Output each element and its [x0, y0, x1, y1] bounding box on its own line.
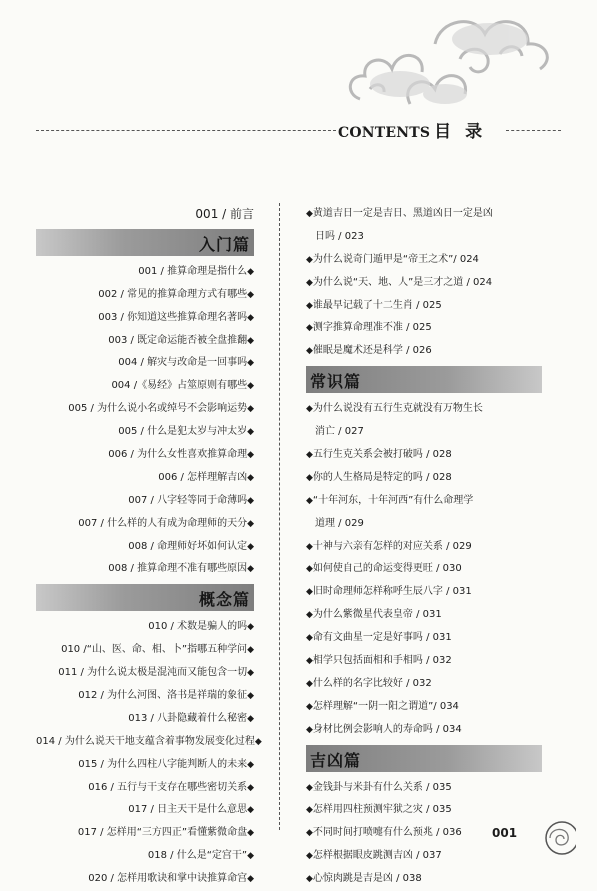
bullet-diamond-icon: ◆ — [247, 713, 254, 724]
toc-entry — [306, 340, 542, 363]
toc-entry — [36, 754, 254, 777]
toc-entry-text: 如何使自己的命运变得更旺 / 030 — [312, 563, 462, 575]
toc-entry — [306, 295, 542, 318]
column-divider — [279, 203, 280, 830]
bullet-diamond-icon: ◆ — [306, 828, 313, 839]
toc-entry — [36, 845, 254, 868]
toc-entry-text: 007 / 八字轻等同于命薄吗 — [128, 494, 248, 506]
toc-entry-text: 你的人生格局是特定的吗 / 028 — [312, 471, 452, 483]
bullet-diamond-icon: ◆ — [247, 381, 254, 392]
contents-header — [36, 117, 561, 143]
section-bar — [36, 584, 254, 611]
toc-entry — [36, 513, 254, 536]
toc-entry-text: 为什么说“天、地、人”是三才之道 / 024 — [312, 276, 493, 288]
toc-entry-text: 为什么说奇门遁甲是“帝王之术”/ 024 — [312, 253, 479, 265]
toc-entry-text: 017 / 日主天干是什么意思 — [128, 804, 248, 816]
bullet-diamond-icon: ◆ — [247, 645, 254, 656]
toc-entry-text: 金钱卦与米卦有什么关系 / 035 — [312, 781, 452, 793]
toc-entry-text: 013 / 八卦隐藏着什么秘密 — [128, 712, 248, 724]
toc-entry — [306, 558, 542, 581]
bullet-diamond-icon: ◆ — [306, 254, 313, 265]
toc-entry-text: 催眠是魔术还是科学 / 026 — [312, 345, 432, 357]
toc-entry — [306, 845, 542, 868]
bullet-diamond-icon: ◆ — [247, 851, 254, 862]
bullet-diamond-icon: ◆ — [306, 472, 313, 483]
bullet-diamond-icon: ◆ — [247, 518, 254, 529]
toc-right-column — [306, 203, 542, 891]
bullet-diamond-icon: ◆ — [247, 541, 254, 552]
toc-entry — [306, 421, 542, 444]
toc-entry — [36, 616, 254, 639]
toc-entry — [36, 558, 254, 581]
toc-entry — [306, 627, 542, 650]
toc-entry-text: 为什么说没有五行生克就没有万物生长 — [312, 403, 483, 415]
header-dashed-line-left — [36, 130, 336, 131]
bullet-diamond-icon: ◆ — [306, 805, 313, 816]
section-title: 概念篇 — [198, 590, 250, 610]
toc-entry-text: 旧时命理师怎样称呼生辰八字 / 031 — [312, 586, 472, 598]
bullet-diamond-icon: ◆ — [306, 323, 313, 334]
page-number: 001 — [492, 826, 518, 840]
toc-entry — [36, 822, 254, 845]
toc-entry-text: 012 / 为什么河图、洛书是祥瑞的象征 — [78, 690, 248, 702]
toc-entry — [306, 467, 542, 490]
bullet-diamond-icon: ◆ — [247, 289, 254, 300]
bullet-diamond-icon: ◆ — [247, 691, 254, 702]
toc-entry-text: 为什么紫微星代表皇帝 / 031 — [312, 609, 442, 621]
bullet-diamond-icon: ◆ — [247, 404, 254, 415]
toc-entry-text: 黄道吉日一定是吉日、黑道凶日一定是凶 — [312, 208, 493, 219]
toc-entry — [36, 352, 254, 375]
bullet-diamond-icon: ◆ — [306, 346, 313, 357]
toc-entry — [306, 536, 542, 559]
section-bar — [36, 229, 254, 256]
bullet-diamond-icon: ◆ — [247, 450, 254, 461]
toc-entry-text: “十年河东，十年河西”有什么命理学 — [312, 494, 474, 506]
toc-entry-text: 010 / 术数是骗人的吗 — [148, 621, 248, 633]
toc-entry-text: 什么样的名字比较好 / 032 — [312, 677, 432, 689]
toc-entry — [306, 777, 542, 800]
toc-entry-text: 身材比例会影响人的寿命吗 / 034 — [312, 723, 462, 735]
toc-entry-text: 002 / 常见的推算命理方式有哪些 — [98, 288, 248, 300]
bullet-diamond-icon: ◆ — [247, 782, 254, 793]
toc-entry — [306, 604, 542, 627]
bullet-diamond-icon: ◆ — [247, 759, 254, 770]
toc-entry-text: 015 / 为什么四柱八字能判断人的未来 — [78, 758, 248, 770]
toc-entry — [306, 799, 542, 822]
bullet-diamond-icon: ◆ — [306, 277, 313, 288]
bullet-diamond-icon: ◆ — [247, 358, 254, 369]
toc-entry-text: 消亡 / 027 — [315, 426, 364, 438]
toc-entry — [306, 719, 542, 742]
toc-entry-text: 十神与六亲有怎样的对应关系 / 029 — [312, 540, 472, 552]
bullet-diamond-icon: ◆ — [306, 541, 313, 552]
bullet-diamond-icon: ◆ — [247, 668, 254, 679]
bullet-diamond-icon: ◆ — [306, 300, 313, 311]
contents-title-en: CONTENTS — [338, 125, 431, 141]
bullet-diamond-icon: ◆ — [306, 782, 313, 793]
toc-entry — [36, 639, 254, 662]
toc-entry — [36, 398, 254, 421]
bullet-diamond-icon: ◆ — [306, 495, 313, 506]
toc-entry — [36, 307, 254, 330]
toc-entry-text: 命有文曲星一定是好事吗 / 031 — [312, 632, 452, 644]
toc-entry — [306, 673, 542, 696]
bullet-diamond-icon: ◆ — [247, 874, 254, 885]
toc-entry — [306, 203, 542, 226]
toc-entry-text: 011 / 为什么说太极是混沌而又能包含一切 — [58, 667, 248, 679]
bullet-diamond-icon: ◆ — [247, 312, 254, 323]
bullet-diamond-icon: ◆ — [247, 427, 254, 438]
toc-entry-text: 怎样理解“一阴一阳之谓道”/ 034 — [312, 700, 459, 712]
toc-left-column — [36, 203, 262, 891]
bullet-diamond-icon: ◆ — [247, 622, 254, 633]
bullet-diamond-icon: ◆ — [306, 564, 313, 575]
toc-entry-text: 道理 / 029 — [315, 517, 364, 529]
toc-entry-text: 003 / 既定命运能否被全盘推翻 — [108, 334, 248, 346]
toc-entry-text: 005 / 什么是犯太岁与冲太岁 — [118, 426, 248, 438]
toc-entry — [306, 249, 542, 272]
contents-title-cn: 目录 — [434, 122, 497, 142]
bullet-diamond-icon: ◆ — [306, 851, 313, 862]
toc-entry — [36, 685, 254, 708]
toc-entry — [36, 799, 254, 822]
toc-entry-text: 004 / 解灾与改命是一回事吗 — [118, 357, 248, 369]
toc-entry-text: 测字推算命理准不准 / 025 — [312, 322, 432, 334]
section-bar — [306, 745, 542, 772]
toc-entry — [36, 421, 254, 444]
toc-entry-text: 007 / 什么样的人有成为命理师的天分 — [78, 517, 248, 529]
bullet-diamond-icon: ◆ — [306, 656, 313, 667]
toc-entry-text: 不同时间打喷嚏有什么预兆 / 036 — [312, 827, 462, 839]
toc-entry-text: 怎样用四柱预测牢狱之灾 / 035 — [312, 804, 452, 816]
toc-entry — [306, 490, 542, 513]
section-title: 入门篇 — [198, 234, 250, 254]
bullet-diamond-icon: ◆ — [247, 472, 254, 483]
bullet-diamond-icon: ◆ — [306, 587, 313, 598]
toc-entry — [36, 662, 254, 685]
toc-entry — [306, 581, 542, 604]
toc-entry — [36, 330, 254, 353]
bullet-diamond-icon: ◆ — [306, 450, 313, 461]
bullet-diamond-icon: ◆ — [247, 495, 254, 506]
section-title: 常识篇 — [310, 372, 362, 392]
toc-entry — [36, 536, 254, 559]
toc-entry — [36, 444, 254, 467]
toc-entry-text: 008 / 推算命理不准有哪些原因 — [108, 563, 248, 575]
toc-entry — [36, 731, 262, 754]
bullet-diamond-icon: ◆ — [306, 678, 313, 689]
header-dashed-line-right — [506, 130, 561, 131]
toc-entry — [306, 444, 542, 467]
bullet-diamond-icon: ◆ — [306, 874, 313, 885]
bullet-diamond-icon: ◆ — [306, 633, 313, 644]
toc-entry-text: 010 /“山、医、命、相、卜”指哪五种学问 — [61, 644, 248, 656]
toc-entry — [36, 708, 254, 731]
bullet-diamond-icon: ◆ — [306, 209, 313, 219]
toc-entry-text: 018 / 什么是“定宫干” — [147, 850, 248, 862]
bullet-diamond-icon: ◆ — [306, 610, 313, 621]
toc-entry-text: 001 / 推算命理是指什么 — [138, 265, 248, 277]
toc-entry — [306, 696, 542, 719]
toc-entry — [306, 398, 542, 421]
toc-entry-text: 004 /《易经》占筮原则有哪些 — [111, 380, 248, 392]
toc-entry — [306, 868, 542, 891]
toc-entry — [36, 375, 254, 398]
toc-entry-text: 017 / 怎样用“三方四正”看懂紫微命盘 — [77, 827, 248, 839]
bullet-diamond-icon: ◆ — [306, 701, 313, 712]
toc-entry-text: 001 / 前言 — [195, 207, 254, 221]
toc-entry-text: 005 / 为什么说小名或绰号不会影响运势 — [68, 403, 248, 415]
toc-entry — [36, 777, 254, 800]
toc-entry — [36, 284, 254, 307]
bullet-diamond-icon: ◆ — [247, 564, 254, 575]
toc-entry — [36, 467, 254, 490]
toc-entry-text: 014 / 为什么说天干地支蕴含着事物发展变化过程 — [36, 735, 255, 747]
toc-entry-text: 016 / 五行与干支存在哪些密切关系 — [88, 781, 248, 793]
cloud-ornament — [340, 4, 570, 122]
toc-entry-text: 心惊肉跳是吉是凶 / 038 — [312, 873, 422, 885]
toc-entry — [36, 490, 254, 513]
bullet-diamond-icon: ◆ — [254, 736, 262, 747]
toc-entry-text: 020 / 怎样用歌诀和掌中诀推算命宫 — [88, 873, 248, 885]
toc-entry — [306, 650, 542, 673]
toc-entry — [306, 317, 542, 340]
toc-entry-text: 五行生克关系会被打破吗 / 028 — [312, 449, 452, 461]
toc-entry — [306, 272, 542, 295]
bullet-diamond-icon: ◆ — [306, 724, 313, 735]
toc-entry-text: 谁最早记载了十二生肖 / 025 — [312, 299, 442, 311]
toc-entry-text: 006 / 为什么女性喜欢推算命理 — [108, 449, 248, 461]
toc-entry — [36, 261, 254, 284]
bullet-diamond-icon: ◆ — [306, 404, 313, 415]
bullet-diamond-icon: ◆ — [247, 805, 254, 816]
section-bar — [306, 366, 542, 393]
toc-entry — [306, 513, 542, 536]
toc-entry-text: 006 / 怎样理解吉凶 — [158, 471, 248, 483]
toc-entry-text: 相学只包括面相和手相吗 / 032 — [312, 655, 452, 667]
section-title: 吉凶篇 — [310, 750, 362, 770]
toc-entry-text: 日吗 / 023 — [315, 230, 364, 242]
bullet-diamond-icon: ◆ — [247, 828, 254, 839]
contents-title — [338, 117, 496, 142]
toc-entry-text: 008 / 命理师好坏如何认定 — [128, 540, 248, 552]
bullet-diamond-icon: ◆ — [247, 266, 254, 277]
toc-entry — [306, 226, 542, 249]
bullet-diamond-icon: ◆ — [247, 335, 254, 346]
corner-ornament — [536, 816, 576, 856]
toc-entry-text: 怎样根据眼皮跳测吉凶 / 037 — [312, 850, 442, 862]
toc-entry-text: 003 / 你知道这些推算命理名著吗 — [98, 311, 248, 323]
toc-entry — [36, 868, 254, 891]
toc-entry — [36, 203, 254, 226]
